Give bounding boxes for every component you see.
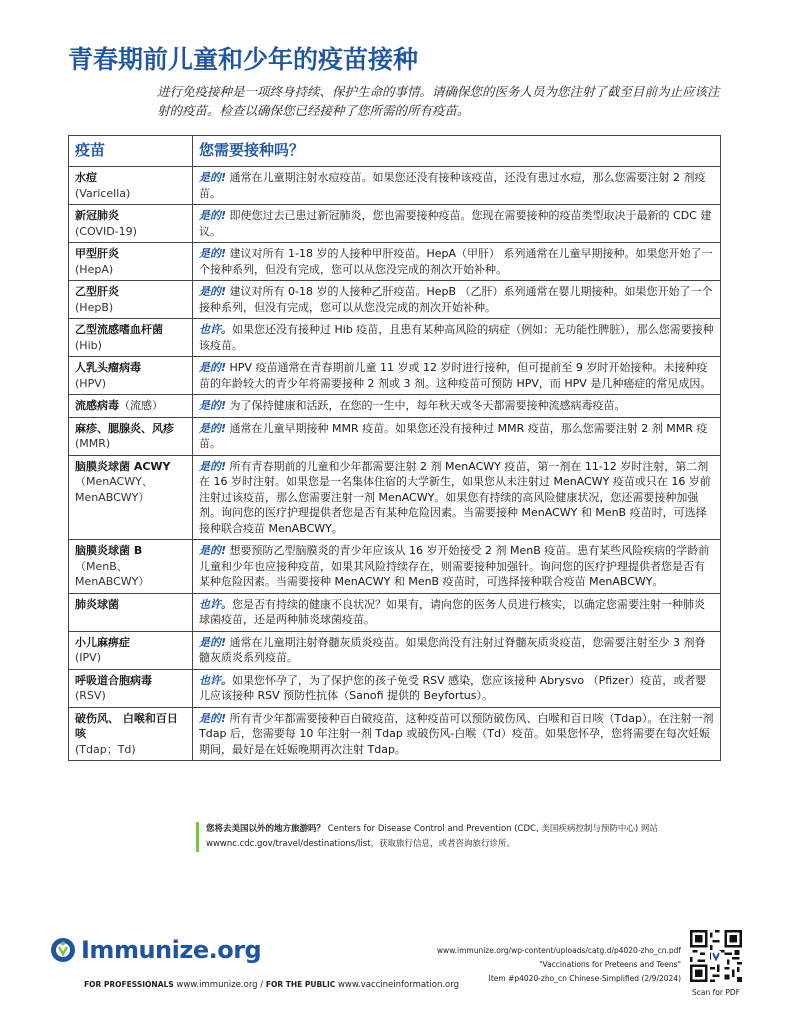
recommendation-cell bbox=[193, 417, 721, 455]
recommendation-text: 建议对所有 0-18 岁的人接种乙肝疫苗。HepB （乙肝）系列通常在婴儿期接种。如果您开始了一个接种系列，但没有完成，您可以从您没完成的剂次开始补种。 bbox=[199, 285, 713, 314]
recommendation-answer: 是的! bbox=[199, 399, 227, 412]
recommendation-answer: 是的! bbox=[199, 285, 227, 298]
doc-item: Item #p4020-zho_cn Chinese-Simplified (2/9/2024) bbox=[488, 974, 681, 983]
recommendation-cell bbox=[193, 395, 721, 418]
vaccine-abbrev: (IPV) bbox=[75, 651, 101, 664]
qr-label: Scan for PDF bbox=[692, 988, 740, 997]
recommendation-answer: 是的! bbox=[199, 209, 227, 222]
vaccine-cell bbox=[69, 540, 193, 594]
vaccine-abbrev: (HPV) bbox=[75, 376, 107, 390]
recommendation-cell bbox=[193, 631, 721, 669]
recommendation-text: 所有青春期前的儿童和少年都需要注射 2 剂 MenACWY 疫苗，第一剂在 11-12 岁时注射，第二剂在 16 岁时注射。如果您是一名集体住宿的大学新生，如果您从未注射过 MenACWY 疫苗或只在 16 岁前注射过该疫苗，那么您需要注射一剂 MenACWY。如果您有持续的高风险健康状况，您还需要接种加强剂。询问您的医疗护理提供者您是否有某种危险因素。当需要接种 MenACWY 和 MenB 疫苗时，可选择接种联合疫苗 MenABCWY。 bbox=[199, 459, 711, 535]
table-row bbox=[69, 707, 721, 761]
doc-title: "Vaccinations for Preteens and Teens" bbox=[539, 960, 681, 969]
vaccine-cell bbox=[69, 669, 193, 707]
footer-links bbox=[84, 980, 459, 990]
vaccine-abbrev: (RSV) bbox=[75, 689, 106, 702]
travel-lead: 您将去美国以外的地方旅游吗？ bbox=[206, 824, 326, 834]
vaccine-name: 人乳头瘤病毒 bbox=[75, 361, 141, 374]
recommendation-cell bbox=[193, 455, 721, 540]
table-row bbox=[69, 357, 721, 395]
vaccine-inline-sub: （流感） bbox=[119, 399, 163, 412]
public-label: FOR THE PUBLIC bbox=[265, 980, 336, 989]
vaccine-cell bbox=[69, 281, 193, 319]
recommendation-answer: 是的! bbox=[199, 635, 227, 649]
vaccine-cell bbox=[69, 205, 193, 243]
footer-doc-info bbox=[437, 944, 681, 986]
vaccine-name: 流感病毒 bbox=[75, 399, 119, 412]
vaccine-abbrev: (Varicella) bbox=[75, 186, 131, 200]
recommendation-text: 如果您怀孕了，为了保护您的孩子免受 RSV 感染，您应该接种 Abrysvo （Pfizer）疫苗，或者婴儿应该接种 RSV 预防性抗体（Sanofi 提供的 Beyfortus）。 bbox=[199, 673, 707, 702]
header-need: 您需要接种吗？ bbox=[193, 136, 721, 167]
intro-text: 进行免疫接种是一项终身持续、保护生命的事情。请确保您的医务人员为您注射了截至目前为止应该注射的疫苗。检查以确保您已经接种了您所需的所有疫苗。 bbox=[157, 84, 720, 118]
table-row bbox=[69, 395, 721, 418]
vaccine-abbrev: (HepB) bbox=[75, 300, 114, 314]
recommendation-text: 您是否有持续的健康不良状况？如果有，请向您的医务人员进行核实，以确定您需要注射一种肺炎球菌疫苗，还是两种肺炎球菌疫苗。 bbox=[199, 597, 705, 626]
table-row bbox=[69, 417, 721, 455]
recommendation-text: HPV 疫苗通常在青春期前儿童 11 岁或 12 岁时进行接种，但可提前至 9 岁时开始接种。未接种疫苗的年龄较大的青少年将需要接种 2 剂或 3 剂。这种疫苗可预防 HPV，而 HPV 是几种癌症的常见成因。 bbox=[199, 361, 712, 390]
recommendation-cell bbox=[193, 593, 721, 631]
recommendation-text: 所有青少年都需要接种百白破疫苗，这种疫苗可以预防破伤风、白喉和百日咳（Tdap）。在注射一剂 Tdap 后，您需要每 10 年注射一剂 Tdap 或破伤风-白喉（Td）疫苗。如果您怀孕，您将需要在每次妊娠期间，最好是在妊娠晚期再次注射 Tdap。 bbox=[199, 711, 714, 756]
recommendation-cell bbox=[193, 243, 721, 281]
logo-text: Immunize.org bbox=[81, 936, 262, 964]
table-row bbox=[69, 669, 721, 707]
vaccine-cell bbox=[69, 395, 193, 418]
table-row bbox=[69, 631, 721, 669]
vaccine-cell bbox=[69, 167, 193, 205]
recommendation-cell bbox=[193, 167, 721, 205]
vaccine-abbrev: （MenB、 MenABCWY） bbox=[75, 559, 150, 588]
header-vaccine: 疫苗 bbox=[69, 136, 193, 167]
recommendation-cell bbox=[193, 707, 721, 761]
recommendation-cell bbox=[193, 357, 721, 395]
vaccine-abbrev: （MenACWY、 MenABCWY） bbox=[75, 475, 153, 504]
immunize-logo bbox=[50, 936, 261, 964]
table-row bbox=[69, 205, 721, 243]
vaccine-cell bbox=[69, 243, 193, 281]
recommendation-cell bbox=[193, 319, 721, 357]
recommendation-answer: 是的! bbox=[199, 361, 227, 374]
table-row bbox=[69, 540, 721, 594]
table-row bbox=[69, 319, 721, 357]
recommendation-cell bbox=[193, 540, 721, 594]
vaccine-name: 肺炎球菌 bbox=[75, 597, 119, 611]
recommendation-answer: 是的! bbox=[199, 171, 227, 184]
page-title: 青春期前儿童和少年的疫苗接种 bbox=[68, 45, 419, 74]
footer-sep: / bbox=[260, 980, 264, 990]
doc-url[interactable]: www.immunize.org/wp-content/uploads/catg.d/p4020-zho_cn.pdf bbox=[436, 946, 681, 955]
table-row bbox=[69, 593, 721, 631]
vaccine-name: 脑膜炎球菌 ACWY bbox=[75, 459, 171, 473]
vaccine-name: 麻疹、腮腺炎、风疹 bbox=[75, 421, 174, 435]
recommendation-text: 想要预防乙型脑膜炎的青少年应该从 16 岁开始接受 2 剂 MenB 疫苗。患有某些风险疾病的学龄前儿童和少年也应接种疫苗，如果其风险持续存在，则需要接种加强针。询问您的医疗护理提供者您是否有某种危险因素。当需要接种 MenACWY 和 MenB 疫苗时，可选择接种联合疫苗 MenABCWY。 bbox=[199, 544, 710, 588]
recommendation-answer: 也许。 bbox=[199, 673, 232, 687]
public-url[interactable]: www.vaccineinformation.org bbox=[337, 980, 459, 990]
vaccine-abbrev: (MMR) bbox=[75, 437, 111, 450]
vaccine-name: 呼吸道合胞病毒 bbox=[75, 673, 152, 687]
vaccine-abbrev: (HepA) bbox=[75, 262, 114, 276]
vaccine-abbrev: (Tdap；Td) bbox=[75, 742, 136, 756]
recommendation-cell bbox=[193, 669, 721, 707]
table-row bbox=[69, 167, 721, 205]
vaccine-name: 甲型肝炎 bbox=[75, 247, 119, 260]
vaccine-table bbox=[68, 135, 721, 761]
table-row bbox=[69, 455, 721, 540]
recommendation-answer: 是的! bbox=[199, 421, 227, 435]
recommendation-answer: 是的! bbox=[199, 711, 227, 725]
recommendation-text: 通常在儿童早期接种 MMR 疫苗。如果您还没有接种过 MMR 疫苗，那么您需要注射 2 剂 MMR 疫苗。 bbox=[199, 421, 708, 450]
recommendation-answer: 是的! bbox=[199, 459, 227, 473]
vaccine-name: 乙型肝炎 bbox=[75, 285, 119, 298]
recommendation-cell bbox=[193, 281, 721, 319]
vaccine-cell bbox=[69, 357, 193, 395]
vaccine-abbrev: (COVID-19) bbox=[75, 224, 137, 238]
vaccine-cell bbox=[69, 593, 193, 631]
vaccine-cell bbox=[69, 319, 193, 357]
pro-url[interactable]: www.immunize.org bbox=[176, 980, 258, 990]
vaccine-name: 水痘 bbox=[75, 171, 97, 184]
travel-note bbox=[196, 822, 676, 852]
vaccine-cell bbox=[69, 707, 193, 761]
table-header-row bbox=[69, 136, 721, 167]
vaccine-name: 脑膜炎球菌 B bbox=[75, 544, 143, 557]
recommendation-text: 建议对所有 1-18 岁的人接种甲肝疫苗。HepA（甲肝） 系列通常在儿童早期接种。如果您开始了一个接种系列，但没有完成，您可以从您没完成的剂次开始补种。 bbox=[199, 247, 713, 276]
recommendation-text: 如果您还没有接种过 Hib 疫苗，且患有某种高风险的病症（例如：无功能性脾脏），那么您需要接种该疫苗。 bbox=[199, 323, 714, 352]
recommendation-answer: 是的! bbox=[199, 247, 227, 260]
recommendation-text: 通常在儿童期注射水痘疫苗。如果您还没有接种该疫苗，还没有患过水痘，那么您需要注射 2 剂疫苗。 bbox=[199, 171, 706, 200]
recommendation-answer: 也许。 bbox=[199, 597, 232, 611]
recommendation-answer: 是的! bbox=[199, 544, 227, 557]
qr-code-icon[interactable] bbox=[690, 930, 742, 982]
table-row bbox=[69, 243, 721, 281]
vaccine-cell bbox=[69, 631, 193, 669]
vaccine-cell bbox=[69, 417, 193, 455]
logo-mark-icon bbox=[50, 937, 76, 963]
recommendation-answer: 也许。 bbox=[199, 323, 232, 336]
recommendation-text: 为了保持健康和活跃，在您的一生中，每年秋天或冬天都需要接种流感病毒疫苗。 bbox=[226, 399, 626, 412]
vaccine-name: 新冠肺炎 bbox=[75, 209, 119, 222]
vaccine-cell bbox=[69, 455, 193, 540]
recommendation-cell bbox=[193, 205, 721, 243]
pro-label: FOR PROFESSIONALS bbox=[84, 980, 174, 989]
recommendation-text: 通常在儿童期注射脊髓灰质炎疫苗。如果您尚没有注射过脊髓灰质炎疫苗，您需要注射至少 3 剂脊髓灰质炎系列疫苗。 bbox=[199, 635, 706, 664]
table-row bbox=[69, 281, 721, 319]
vaccine-abbrev: (Hib) bbox=[75, 338, 102, 352]
travel-text: Centers for Disease Control and Prevention (CDC, 美国疾病控制与预防中心) 网站 wwwnc.cdc.gov/travel/destinations/list，获取旅行信息，或者咨询旅行诊所。 bbox=[206, 824, 658, 849]
vaccine-name: 破伤风、 白喉和百日咳 bbox=[75, 711, 178, 740]
recommendation-text: 即使您过去已患过新冠肺炎，您也需要接种疫苗。您现在需要接种的疫苗类型取决于最新的 CDC 建议。 bbox=[199, 209, 712, 238]
vaccine-name: 乙型流感嗜血杆菌 bbox=[75, 323, 163, 336]
vaccine-name: 小儿麻痹症 bbox=[75, 635, 130, 649]
